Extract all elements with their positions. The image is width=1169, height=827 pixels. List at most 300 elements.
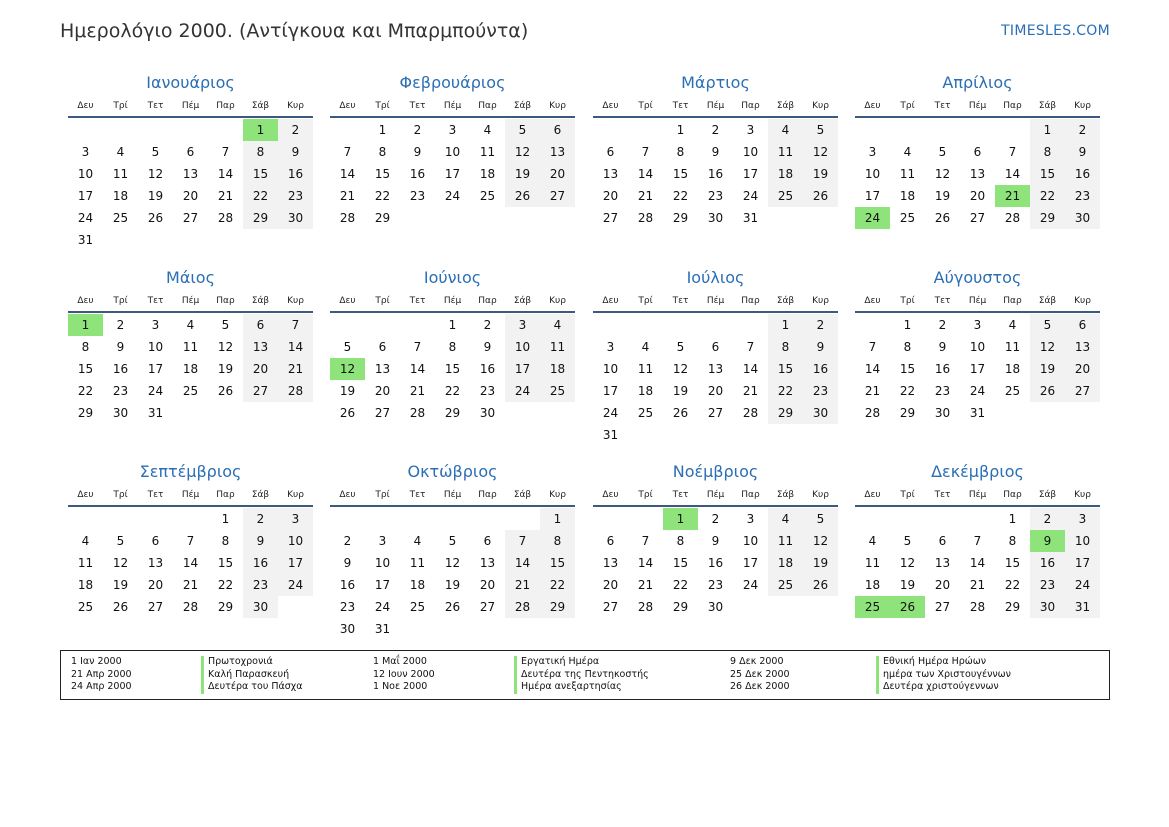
day-cell: 27 [243,380,278,402]
day-cell: 31 [602,428,619,442]
day-cell: 11 [182,340,199,354]
day-cell: 18 [479,167,496,181]
day-cell: 19 [934,189,951,203]
day-cell: 28 [864,406,881,420]
holiday-day-cell: 12 [330,358,365,380]
day-grid [855,119,1100,229]
day-cell: 11 [540,336,575,358]
month-name: Ιούνιος [423,268,482,287]
day-cell: 8 [448,340,457,354]
day-cell: 9 [1065,141,1100,163]
day-cell: 1 [540,508,575,530]
day-cell: 13 [479,556,496,570]
day-cell: 23 [112,384,129,398]
day-cell: 29 [540,596,575,618]
day-cell: 28 [742,406,759,420]
weekday-label: Πέμ [443,295,462,306]
day-cell: 12 [934,167,951,181]
day-cell: 1 [448,318,457,332]
day-cell: 29 [374,211,391,225]
day-cell: 20 [969,189,986,203]
day-cell: 15 [672,556,689,570]
day-cell: 28 [969,600,986,614]
legend-holiday-name: ημέρα των Χριστουγέννων [876,669,1011,682]
day-cell: 26 [505,185,540,207]
month-block [330,268,575,424]
day-cell: 26 [803,574,838,596]
empty-cell [855,314,890,336]
day-cell: 28 [637,600,654,614]
day-cell: 30 [339,622,356,636]
day-cell: 26 [803,185,838,207]
day-cell: 31 [147,406,164,420]
weekday-label: Τρί [375,489,390,500]
day-cell: 28 [278,380,313,402]
weekday-label: Κυρ [812,489,829,500]
weekday-label: Πέμ [181,100,200,111]
weekday-label: Κυρ [549,489,566,500]
day-cell: 22 [899,384,916,398]
day-cell: 14 [278,336,313,358]
day-cell: 11 [768,530,803,552]
weekday-label: Σάβ [1038,489,1057,500]
day-cell: 17 [77,189,94,203]
weekday-label: Δευ [864,489,881,500]
day-cell: 22 [77,384,94,398]
day-cell: 29 [444,406,461,420]
day-cell: 5 [903,534,912,548]
weekday-label: Παρ [741,100,760,111]
day-cell: 21 [505,574,540,596]
weekday-label: Δευ [864,295,881,306]
weekday-header [68,484,313,507]
day-cell: 12 [803,530,838,552]
day-cell: 3 [278,508,313,530]
day-cell: 10 [278,530,313,552]
day-cell: 13 [934,556,951,570]
day-cell: 24 [374,600,391,614]
month-name: Οκτώβριος [407,462,498,481]
weekday-header [330,290,575,313]
day-cell: 2 [278,119,313,141]
day-cell: 31 [374,622,391,636]
day-grid [68,119,313,251]
empty-cell [925,508,960,530]
day-cell: 29 [899,406,916,420]
day-cell: 10 [77,167,94,181]
day-cell: 19 [672,384,689,398]
weekday-label: Παρ [478,489,497,500]
weekday-label: Δευ [602,295,619,306]
day-cell: 21 [182,578,199,592]
day-cell: 21 [864,384,881,398]
day-cell: 24 [1065,574,1100,596]
day-cell: 5 [803,119,838,141]
empty-cell [173,119,208,141]
day-cell: 3 [448,123,457,137]
day-cell: 7 [746,340,755,354]
page-title: Ημερολόγιο 2000. (Αντίγκουα και Μπαρμπούντα) [60,20,529,42]
day-cell: 22 [1030,185,1065,207]
legend-date: 1 Μαΐ 2000 [373,656,427,667]
day-cell: 1 [768,314,803,336]
day-cell: 8 [243,141,278,163]
day-cell: 16 [803,358,838,380]
day-cell: 4 [1008,318,1017,332]
day-cell: 25 [77,600,94,614]
month-name: Δεκέμβριος [931,462,1024,481]
day-cell: 4 [868,534,877,548]
weekday-label: Πέμ [181,295,200,306]
day-cell: 28 [339,211,356,225]
day-cell: 22 [444,384,461,398]
day-cell: 5 [116,534,125,548]
month-name: Απρίλιος [942,73,1013,92]
day-cell: 4 [413,534,422,548]
legend-holiday-name: Δευτέρα χριστούγεννων [876,681,999,694]
day-cell: 11 [409,556,426,570]
day-grid [68,314,313,424]
day-cell: 6 [378,340,387,354]
day-grid [593,314,838,446]
day-cell: 14 [1004,167,1021,181]
day-cell: 31 [1065,596,1100,618]
day-cell: 31 [77,233,94,247]
day-cell: 28 [182,600,199,614]
day-cell: 25 [1004,384,1021,398]
day-cell: 20 [1065,358,1100,380]
day-cell: 11 [1004,340,1021,354]
day-cell: 7 [641,534,650,548]
day-cell: 22 [768,380,803,402]
day-cell: 16 [1030,552,1065,574]
month-name: Αύγουστος [933,268,1022,287]
day-cell: 11 [77,556,94,570]
day-cell: 11 [864,556,881,570]
month-block [68,73,313,251]
legend-date: 25 Δεκ 2000 [730,668,790,680]
weekday-label: Σάβ [1038,100,1057,111]
day-cell: 5 [448,534,457,548]
day-cell: 22 [217,578,234,592]
site-link[interactable]: TIMESLES.COM [1001,23,1110,39]
day-cell: 29 [243,207,278,229]
empty-cell [68,508,103,530]
month-name: Μάρτιος [681,73,750,92]
day-cell: 10 [742,534,759,548]
month-block [330,73,575,229]
day-cell: 8 [676,145,685,159]
day-cell: 1 [221,512,230,526]
day-cell: 13 [540,141,575,163]
day-cell: 11 [637,362,654,376]
weekday-label: Κυρ [549,295,566,306]
day-cell: 10 [444,145,461,159]
day-cell: 1 [378,123,387,137]
day-cell: 14 [505,552,540,574]
month-name: Μάιος [166,268,215,287]
day-cell: 19 [1030,358,1065,380]
day-cell: 17 [864,189,881,203]
day-cell: 4 [483,123,492,137]
day-cell: 4 [186,318,195,332]
legend-date: 12 Ιουν 2000 [373,668,435,680]
weekday-label: Δευ [602,100,619,111]
weekday-label: Παρ [478,295,497,306]
day-cell: 6 [606,534,615,548]
day-cell: 17 [742,167,759,181]
day-cell: 27 [602,600,619,614]
day-cell: 26 [147,211,164,225]
day-cell: 14 [742,362,759,376]
day-cell: 17 [147,362,164,376]
day-cell: 28 [505,596,540,618]
weekday-label: Δευ [602,489,619,500]
day-cell: 18 [409,578,426,592]
weekday-label: Τρί [113,489,128,500]
day-cell: 17 [444,167,461,181]
day-cell: 14 [339,167,356,181]
day-cell: 4 [116,145,125,159]
day-cell: 11 [479,145,496,159]
day-cell: 27 [969,211,986,225]
day-cell: 7 [973,534,982,548]
day-cell: 7 [186,534,195,548]
empty-cell [435,508,470,530]
day-cell: 21 [217,189,234,203]
day-cell: 11 [768,141,803,163]
day-cell: 25 [768,185,803,207]
weekday-label: Κυρ [549,100,566,111]
weekday-header [68,95,313,118]
weekday-label: Παρ [741,295,760,306]
holiday-day-cell: 25 [855,596,890,618]
weekday-label: Σάβ [513,489,532,500]
day-cell: 22 [672,189,689,203]
day-cell: 17 [1065,552,1100,574]
day-cell: 5 [676,340,685,354]
day-cell: 5 [221,318,230,332]
day-cell: 7 [221,145,230,159]
day-cell: 23 [1030,574,1065,596]
day-cell: 22 [374,189,391,203]
weekday-label: Τετ [934,100,951,111]
day-cell: 20 [147,578,164,592]
day-cell: 30 [1065,207,1100,229]
legend-holiday-name: Ημέρα ανεξαρτησίας [514,681,622,694]
weekday-label: Παρ [1003,489,1022,500]
weekday-label: Τρί [113,100,128,111]
day-cell: 20 [243,358,278,380]
day-cell: 14 [409,362,426,376]
day-cell: 1 [903,318,912,332]
day-cell: 3 [606,340,615,354]
day-cell: 24 [77,211,94,225]
weekday-label: Τρί [375,295,390,306]
month-block [593,73,838,229]
day-cell: 30 [707,600,724,614]
day-cell: 13 [147,556,164,570]
day-cell: 12 [1030,336,1065,358]
day-cell: 8 [1008,534,1017,548]
day-cell: 30 [278,207,313,229]
day-cell: 30 [1030,596,1065,618]
day-cell: 19 [505,163,540,185]
holiday-day-cell: 1 [68,314,103,336]
weekday-label: Πέμ [968,100,987,111]
weekday-label: Σάβ [251,100,270,111]
empty-cell [663,314,698,336]
day-cell: 23 [479,384,496,398]
day-cell: 9 [803,336,838,358]
empty-cell [365,314,400,336]
day-cell: 15 [243,163,278,185]
day-cell: 13 [1065,336,1100,358]
day-cell: 13 [602,556,619,570]
day-cell: 12 [147,167,164,181]
weekday-label: Κυρ [1074,295,1091,306]
day-cell: 11 [899,167,916,181]
legend-holiday-name: Καλή Παρασκευή [201,669,289,682]
empty-cell [330,314,365,336]
empty-cell [995,119,1030,141]
day-cell: 20 [602,189,619,203]
day-cell: 5 [803,508,838,530]
day-cell: 3 [868,145,877,159]
weekday-label: Τετ [672,295,689,306]
day-cell: 9 [711,145,720,159]
empty-cell [593,119,628,141]
day-cell: 4 [81,534,90,548]
day-cell: 2 [1065,119,1100,141]
holiday-day-cell: 24 [855,207,890,229]
day-cell: 27 [147,600,164,614]
day-cell: 25 [637,406,654,420]
weekday-label: Δευ [339,489,356,500]
day-cell: 16 [707,167,724,181]
empty-cell [733,314,768,336]
day-cell: 8 [221,534,230,548]
day-cell: 15 [540,552,575,574]
day-cell: 13 [969,167,986,181]
day-cell: 14 [182,556,199,570]
day-cell: 21 [637,578,654,592]
empty-cell [890,508,925,530]
empty-cell [68,119,103,141]
month-block [593,268,838,446]
day-cell: 4 [903,145,912,159]
day-cell: 18 [768,163,803,185]
day-cell: 23 [1065,185,1100,207]
weekday-label: Τρί [638,489,653,500]
day-cell: 20 [934,578,951,592]
empty-cell [960,508,995,530]
day-cell: 3 [81,145,90,159]
weekday-header [68,290,313,313]
day-cell: 4 [768,508,803,530]
day-cell: 21 [969,578,986,592]
day-cell: 15 [672,167,689,181]
weekday-label: Κυρ [287,489,304,500]
day-cell: 5 [343,340,352,354]
day-cell: 1 [676,123,685,137]
day-cell: 19 [112,578,129,592]
day-cell: 23 [243,574,278,596]
day-cell: 15 [899,362,916,376]
month-block [855,73,1100,229]
weekday-label: Κυρ [812,295,829,306]
day-cell: 7 [505,530,540,552]
month-name: Ιούλιος [686,268,745,287]
day-cell: 19 [147,189,164,203]
month-block [68,268,313,424]
weekday-header [855,95,1100,118]
day-cell: 9 [116,340,125,354]
day-cell: 12 [672,362,689,376]
holiday-day-cell: 26 [890,596,925,618]
weekday-header [330,95,575,118]
day-cell: 18 [112,189,129,203]
empty-cell [855,119,890,141]
day-cell: 6 [151,534,160,548]
day-cell: 25 [112,211,129,225]
day-cell: 23 [707,189,724,203]
day-cell: 17 [969,362,986,376]
weekday-label: Κυρ [812,100,829,111]
day-cell: 19 [339,384,356,398]
weekday-label: Τετ [409,489,426,500]
holiday-day-cell: 1 [663,508,698,530]
day-cell: 12 [112,556,129,570]
empty-cell [208,119,243,141]
day-cell: 6 [186,145,195,159]
day-cell: 18 [77,578,94,592]
day-cell: 18 [1004,362,1021,376]
weekday-label: Τετ [409,100,426,111]
day-cell: 14 [637,556,654,570]
day-cell: 6 [1065,314,1100,336]
weekday-label: Πέμ [706,100,725,111]
legend-holiday-name: Πρωτοχρονιά [201,656,273,669]
day-cell: 8 [378,145,387,159]
day-cell: 5 [1030,314,1065,336]
day-cell: 25 [540,380,575,402]
day-cell: 8 [768,336,803,358]
day-cell: 20 [540,163,575,185]
day-cell: 4 [768,119,803,141]
day-cell: 27 [934,600,951,614]
day-grid [855,314,1100,424]
day-cell: 9 [483,340,492,354]
day-cell: 18 [864,578,881,592]
weekday-label: Τετ [409,295,426,306]
weekday-header [330,484,575,507]
weekday-label: Σάβ [251,489,270,500]
day-cell: 16 [112,362,129,376]
day-cell: 9 [243,530,278,552]
day-cell: 18 [768,552,803,574]
day-cell: 27 [479,600,496,614]
weekday-label: Πέμ [443,100,462,111]
day-cell: 14 [637,167,654,181]
weekday-label: Τρί [900,100,915,111]
day-cell: 28 [1004,211,1021,225]
month-name: Φεβρουάριος [399,73,506,92]
day-cell: 8 [903,340,912,354]
weekday-label: Πέμ [706,489,725,500]
weekday-label: Παρ [478,100,497,111]
day-cell: 29 [768,402,803,424]
